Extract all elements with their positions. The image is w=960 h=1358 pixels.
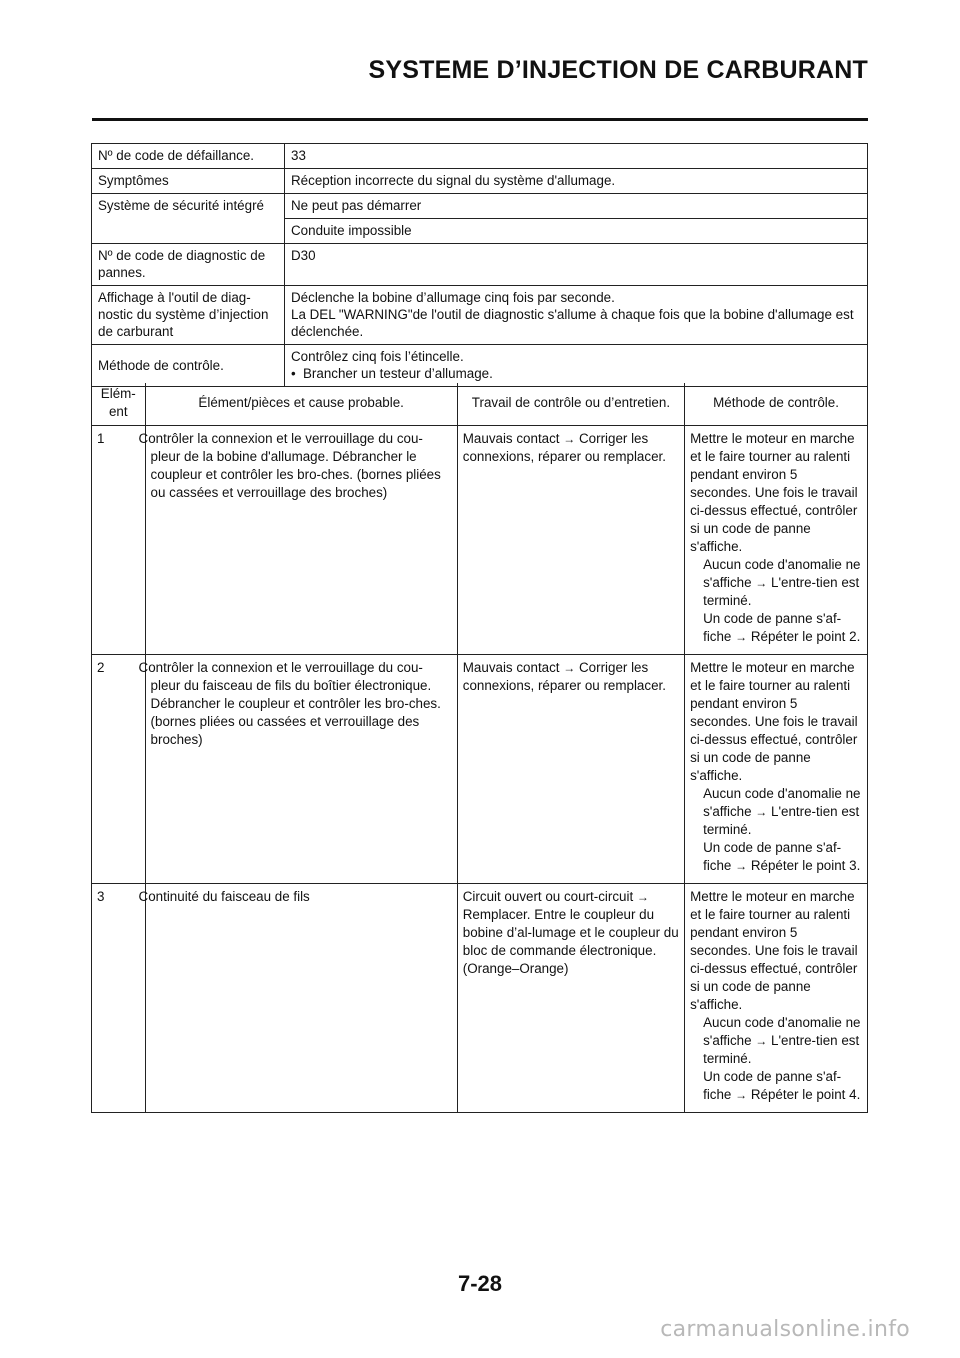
arrow-right-icon: → xyxy=(755,805,768,819)
watermark: carmanualsonline.info xyxy=(660,1317,910,1342)
diag-value: D30 xyxy=(285,244,868,286)
row-number: 3 xyxy=(92,884,146,1113)
row-number: 2 xyxy=(92,655,146,884)
row-method-ng-b: Répéter le point 4. xyxy=(750,1087,861,1102)
info-row-failsafe-1 xyxy=(92,194,868,219)
row-work-b: Corriger les connexions, réparer ou remplacer. xyxy=(462,431,666,464)
code-label: Nº de code de défaillance. xyxy=(92,144,285,169)
arrow-right-icon: → xyxy=(735,859,748,873)
info-row-display xyxy=(92,286,868,345)
row-work-b: Corriger les connexions, réparer ou remplacer. xyxy=(462,660,666,693)
header-item: Elém-ent xyxy=(92,383,146,426)
code-value: 33 xyxy=(285,144,868,169)
row-method-ok-b: L'entre-tien est terminé. xyxy=(703,804,860,837)
row-method-ng-b: Répéter le point 2. xyxy=(750,629,861,644)
page-title: SYSTEME D’INJECTION DE CARBURANT xyxy=(368,56,868,84)
display-value-line-1: Déclenche la bobine d’allumage cinq fois par seconde. xyxy=(291,290,615,305)
row-method-ok-a: Aucun code d'anomalie ne s'affiche xyxy=(703,786,861,819)
row-method-ng xyxy=(690,610,862,646)
symptoms-value: Réception incorrecte du signal du système d'allumage. xyxy=(285,169,868,194)
arrow-right-icon: → xyxy=(755,576,768,590)
page-number: 7-28 xyxy=(457,1271,503,1296)
row-element: Contrôler la connexion et le verrouillage du cou-pleur de la bobine d'allumage. Débrancher le coupleur et contrôler les bro-ches. (bornes pliées ou cassées et verrouillage des broches) xyxy=(145,426,457,655)
row-method xyxy=(685,655,868,884)
row-method-ok-a: Aucun code d'anomalie ne s'affiche xyxy=(703,557,861,590)
table-row xyxy=(92,655,868,884)
row-work-a: Mauvais contact xyxy=(462,660,560,675)
row-element: Contrôler la connexion et le verrouillage du cou-pleur du faisceau de fils du boîtier électronique. Débrancher le coupleur et contrôler les bro-ches. (bornes pliées ou cassées et verrouillage des broches) xyxy=(145,655,457,884)
row-work-a: Mauvais contact xyxy=(462,431,560,446)
header-work: Travail de contrôle ou d’entretien. xyxy=(457,383,684,426)
arrow-right-icon: → xyxy=(563,661,576,675)
row-method-ok xyxy=(690,1014,862,1068)
arrow-right-icon: → xyxy=(735,1088,748,1102)
title-divider xyxy=(92,118,868,121)
row-method-ng-a: Un code de panne s'af-fiche xyxy=(703,1069,842,1102)
diag-label: Nº de code de diagnostic de pannes. xyxy=(92,244,285,286)
row-method-ok-a: Aucun code d'anomalie ne s'affiche xyxy=(703,1015,861,1048)
failsafe-label: Système de sécurité intégré xyxy=(92,194,285,244)
display-value-line-2: La DEL "WARNING"de l'outil de diagnostic s'allume à chaque fois que la bobine d'allumage est déclenchée. xyxy=(291,307,854,339)
info-row-diag xyxy=(92,244,868,286)
display-label: Affichage à l'outil de diag-nostic du système d’injection de carburant xyxy=(92,286,285,345)
row-method xyxy=(685,426,868,655)
row-method-ng-b: Répéter le point 3. xyxy=(750,858,861,873)
info-row-symptoms xyxy=(92,169,868,194)
table-row xyxy=(92,426,868,655)
row-number: 1 xyxy=(92,426,146,655)
header-element: Élément/pièces et cause probable. xyxy=(145,383,457,426)
table-row xyxy=(92,884,868,1113)
info-row-code xyxy=(92,144,868,169)
row-work-a: Circuit ouvert ou court-circuit xyxy=(462,889,634,904)
row-work xyxy=(457,655,684,884)
row-method-ng-a: Un code de panne s'af-fiche xyxy=(703,840,842,873)
failsafe-value-2: Conduite impossible xyxy=(285,219,868,244)
row-method-main: Mettre le moteur en marche et le faire tourner au ralenti pendant environ 5 secondes. Une fois le travail ci-dessus effectué, contrôler si un code de panne s'affiche. xyxy=(690,889,858,1012)
row-method-main: Mettre le moteur en marche et le faire tourner au ralenti pendant environ 5 secondes. Une fois le travail ci-dessus effectué, contrôler si un code de panne s'affiche. xyxy=(690,431,858,554)
method-value-line-1: Contrôlez cinq fois l’étincelle. xyxy=(291,349,464,364)
fault-info-table xyxy=(91,143,868,387)
info-row-method xyxy=(92,345,868,387)
row-element: Continuité du faisceau de fils xyxy=(145,884,457,1113)
row-method-ok xyxy=(690,785,862,839)
row-method-main: Mettre le moteur en marche et le faire tourner au ralenti pendant environ 5 secondes. Une fois le travail ci-dessus effectué, contrôler si un code de panne s'affiche. xyxy=(690,660,858,783)
row-work xyxy=(457,426,684,655)
table-header-row xyxy=(92,383,868,426)
row-method-ok-b: L'entre-tien est terminé. xyxy=(703,575,860,608)
failsafe-value-1: Ne peut pas démarrer xyxy=(285,194,868,219)
row-work-b: Remplacer. Entre le coupleur du bobine d’al-lumage et le coupleur du bloc de commande électronique. (Orange–Orange) xyxy=(462,907,679,976)
row-method-ng xyxy=(690,1068,862,1104)
arrow-right-icon: → xyxy=(755,1034,768,1048)
arrow-right-icon: → xyxy=(636,890,649,904)
troubleshooting-table xyxy=(91,383,868,1113)
row-work xyxy=(457,884,684,1113)
method-label: Méthode de contrôle. xyxy=(92,345,285,387)
arrow-right-icon: → xyxy=(735,630,748,644)
method-value-line-2 xyxy=(291,365,861,382)
row-method-ng-a: Un code de panne s'af-fiche xyxy=(703,611,842,644)
row-method-ok-b: L'entre-tien est terminé. xyxy=(703,1033,860,1066)
symptoms-label: Symptômes xyxy=(92,169,285,194)
method-value xyxy=(285,345,868,387)
row-method xyxy=(685,884,868,1113)
arrow-right-icon: → xyxy=(563,432,576,446)
header-method: Méthode de contrôle. xyxy=(685,383,868,426)
method-value-bullet-text: Brancher un testeur d’allumage. xyxy=(303,366,493,381)
bullet-icon: • xyxy=(291,366,296,381)
row-method-ok xyxy=(690,556,862,610)
row-method-ng xyxy=(690,839,862,875)
display-value xyxy=(285,286,868,345)
